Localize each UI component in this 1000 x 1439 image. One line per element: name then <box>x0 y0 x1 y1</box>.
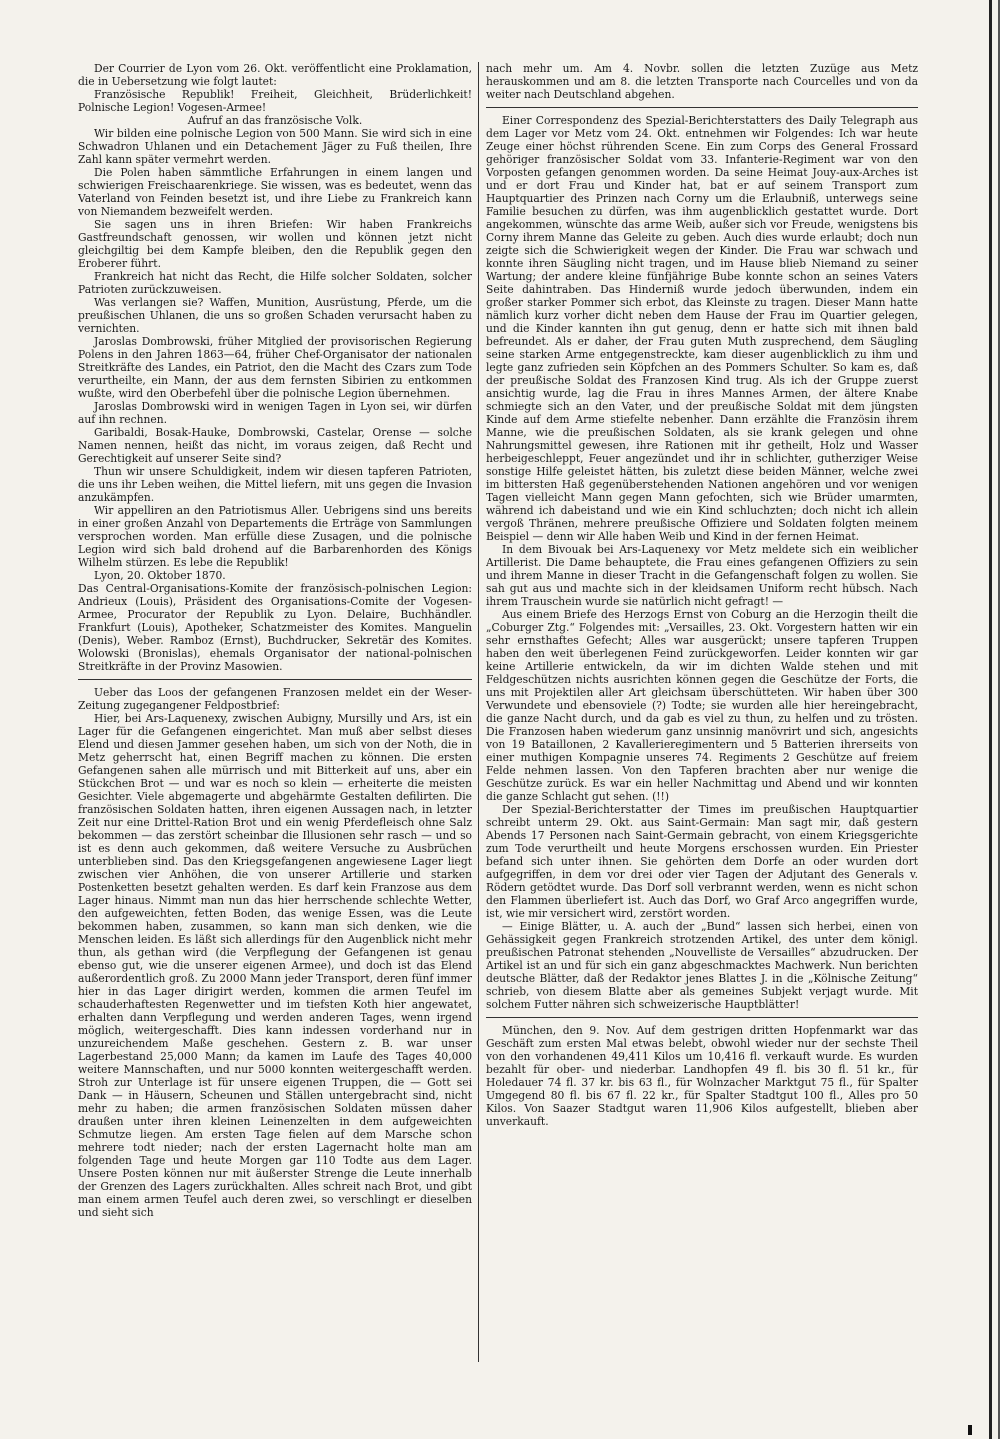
right-column <box>486 62 918 1362</box>
article-paragraph-p16: Ueber das Loos der gefangenen Franzosen meldet ein der Weser-Zeitung zugegangener Feldpostbrief: <box>78 686 472 712</box>
article-paragraph-r2: Einer Correspondenz des Spezial-Berichterstatters des Daily Telegraph aus dem Lager vor Metz vom 24. Okt. entnehmen wir Folgendes: Ich war heute Zeuge einer höchst rührenden Scene. Ein zum Corps des General Frossard gehöriger französischer Soldat vom 33. Infanterie-Regiment war von den Vorposten gefangen genommen worden. Da seine Heimat Jouy-aux-Arches ist und er dort Frau und Kinder hat, bat er auf seinem Transport zum Hauptquartier des Prinzen nach Corny um die Erlaubniß, unterwegs seine Familie besuchen zu dürfen, was ihm augenblicklich gestattet wurde. Dort angekommen, wünschte das arme Weib, außer sich vor Freude, wenigstens bis Corny ihrem Manne das Geleite zu geben. Auch dies wurde erlaubt; doch nun zeigte sich die Schwierigkeit wegen der Kinder. Die Frau war schwach und konnte ihren Säugling nicht tragen, und im Hause blieb Niemand zu seiner Wartung; der andere kleine fünfjährige Bube konnte schon an seines Vaters Seite dahintraben. Das Hinderniß wurde jedoch überwunden, indem ein großer starker Pommer sich erbot, das Kleinste zu tragen. Dieser Mann hatte nämlich kurz vorher dicht neben dem Hause der Frau im Quartier gelegen, und die Kinder kannten ihn gut genug, denn er hatte sich mit ihnen bald befreundet. Als er daher, der Frau guten Muth zusprechend, dem Säugling seine starken Arme entgegenstreckte, kam dieser augenblicklich zu ihm und legte ganz zufrieden sein Köpfchen an des Pommers Schulter. So kam es, daß der preußische Soldat des Franzosen Kind trug. Als ich der Gruppe zuerst ansichtig wurde, lag die Frau in ihres Mannes Armen, der ältere Knabe schmiegte sich an den Vater, und der preußische Soldat mit dem jüngsten Kinde auf dem Arme stiefelte nebenher. Dann erzählte die Französin ihrem Manne, wie die preußischen Soldaten, als sie krank gelegen und ohne Nahrungsmittel gewesen, ihre Rationen mit ihr getheilt, Holz und Wasser herbeigeschleppt, Feuer angezündet und ihr in schlichter, gutherziger Weise sonstige Hilfe geleistet hätten, bis zuletzt diese beiden Männer, welche zwei im bittersten Haß gegenüberstehenden Nationen angehören und vor wenigen Tagen vielleicht Mann gegen Mann gefochten, sich wie Brüder umarmten, während ich dabeistand und wie ein Kind schluchzten; doch nicht ich allein vergoß Thränen, mehrere preußische Offiziere und Soldaten folgten meinem Beispiel — denn wir Alle haben Weib und Kind in der fernen Heimat. <box>486 114 918 543</box>
page-edge-rule <box>989 0 992 1439</box>
article-paragraph-p2: Französische Republik! Freiheit, Gleichheit, Brüderlichkeit! Polnische Legion! Vogesen-Armee! <box>78 88 472 114</box>
article-paragraph-r5: Der Spezial-Berichterstatter der Times im preußischen Hauptquartier schreibt unterm 29. Okt. aus Saint-Germain: Man sagt mir, daß gestern Abends 17 Personen nach Saint-Germain gebracht, von einem Kriegsgerichte zum Tode verurtheilt und heute Morgens erschossen wurden. Ein Priester befand sich unter ihnen. Sie gehörten dem Dorfe an oder wurden dort aufgegriffen, in dem vor drei oder vier Tagen der Adjutant des Generals v. Rödern getödtet wurde. Das Dorf soll verbrannt werden, wenn es nicht schon den Flammen überliefert ist. Auch das Dorf, wo Graf Arco angegriffen wurde, ist, wie mir versichert wird, zerstört worden. <box>486 803 918 920</box>
article-paragraph-p3: Aufruf an das französische Volk. <box>187 114 363 127</box>
article-paragraph-r3: In dem Bivouak bei Ars-Laquenexy vor Metz meldete sich ein weiblicher Artillerist. Die Dame behauptete, die Frau eines gefangenen Offiziers zu sein und ihrem Manne in dieser Tracht in die Gefangenschaft folgen zu wollen. Sie sah gut aus und machte sich in der kleidsamen Uniform recht hübsch. Nach ihrem Trauschein wurde sie natürlich nicht gefragt! — <box>486 543 918 608</box>
article-paragraph-p8: Was verlangen sie? Waffen, Munition, Ausrüstung, Pferde, um die preußischen Uhlanen, die uns so großen Schaden verursacht haben zu vernichten. <box>78 296 472 335</box>
article-paragraph-p17: Hier, bei Ars-Laquenexy, zwischen Aubigny, Mursilly und Ars, ist ein Lager für die Gefangenen eingerichtet. Man muß aber selbst dieses Elend und diesen Jammer gesehen haben, um sich von der Noth, die in Metz geherrscht hat, einen Begriff machen zu können. Die ersten Gefangenen sahen alle mürrisch und mit Bitterkeit auf uns, aber ein Stückchen Brot — und war es noch so klein — erheiterte die meisten Gesichter. Viele abgemagerte und abgehärmte Gestalten defilirten. Die französischen Soldaten hatten, ihren eigenen Aussagen nach, in letzter Zeit nur eine Drittel-Ration Brot und ein wenig Pferdefleisch ohne Salz bekommen — das zerstört scheinbar die Illusionen sehr rasch — und so ist es denn auch gekommen, daß weitere Versuche zu Ausbrüchen unterblieben sind. Das den Kriegsgefangenen angewiesene Lager liegt zwischen vier Anhöhen, die von unserer Artillerie und starken Postenketten besetzt gehalten werden. Es darf kein Franzose aus dem Lager hinaus. Nimmt man nun das hier herrschende schlechte Wetter, den aufgeweichten, fetten Boden, das wenige Essen, was die Leute bekommen haben, zusammen, so kann man sich denken, wie die Menschen leiden. Es läßt sich allerdings für den Augenblick nicht mehr thun, als gethan wird (die Verpflegung der Gefangenen ist genau ebenso gut, wie die unserer eigenen Armee), und doch ist das Elend außerordentlich groß. Zu 2000 Mann jeder Transport, deren fünf immer hier in das Lager dirigirt werden, kommen die armen Teufel im schauderhaftesten Regenwetter und im tiefsten Koth hier angewatet, erhalten dann Verpflegung und werden anderen Tages, wenn irgend möglich, weitergeschafft. Dies kann indessen vorderhand nur in unzureichendem Maße geschehen. Gestern z. B. war unser Lagerbestand 25,000 Mann; da kamen im Laufe des Tages 40,000 weitere Mannschaften, und nur 5000 konnten weitergeschafft werden. Stroh zur Unterlage ist für unsere eigenen Truppen, die — Gott sei Dank — in Häusern, Scheunen und Ställen untergebracht sind, nicht mehr zu haben; die armen französischen Soldaten müssen daher draußen unter ihren kleinen Leinenzelten in dem aufgeweichten Schmutze liegen. Am ersten Tage fielen auf dem Marsche schon mehrere todt nieder; nach der ersten Lagernacht holte man am folgenden Tage und heute Morgen gar 110 Todte aus dem Lager. Unsere Posten können nur mit äußerster Strenge die Leute innerhalb der Grenzen des Lagers zurückhalten. Alles schreit nach Brot, und gibt man einem armen Teufel auch deren zwei, so verschlingt er dieselben und sieht sich <box>78 712 472 1219</box>
left-column <box>78 62 472 1392</box>
section-separator <box>486 107 918 108</box>
article-paragraph-p1: Der Courrier de Lyon vom 26. Okt. veröffentlicht eine Proklamation, die in Uebersetzung wie folgt lautet: <box>78 62 472 88</box>
article-paragraph-p15: Das Central-Organisations-Komite der französisch-polnischen Legion: Andrieux (Louis), Präsident des Organisations-Comite der Vogesen-Armee, Procurator der Republik zu Lyon. Delaire, Buchhändler. Frankfurt (Louis), Apotheker, Schatzmeister des Komites. Manguelin (Denis), Weber. Ramboz (Ernst), Buchdrucker, Sekretär des Komites. Wolowski (Bronislas), ehemals Organisator der national-polnischen Streitkräfte in der Provinz Masowien. <box>78 582 472 673</box>
section-separator <box>78 679 472 680</box>
article-paragraph-p10: Jaroslas Dombrowski wird in wenigen Tagen in Lyon sei, wir dürfen auf ihn rechnen. <box>78 400 472 426</box>
article-paragraph-p7: Frankreich hat nicht das Recht, die Hilfe solcher Soldaten, solcher Patrioten zurückzuweisen. <box>78 270 472 296</box>
article-paragraph-p14: Lyon, 20. Oktober 1870. <box>94 569 226 582</box>
article-paragraph-p11: Garibaldi, Bosak-Hauke, Dombrowski, Castelar, Orense — solche Namen nennen, heißt das nicht, im voraus zeigen, daß Recht und Gerechtigkeit auf unserer Seite sind? <box>78 426 472 465</box>
article-paragraph-p6: Sie sagen uns in ihren Briefen: Wir haben Frankreichs Gastfreundschaft genossen, wir wollen und können jetzt nicht gleichgiltig bei dem Kampfe bleiben, den die Republik gegen den Eroberer führt. <box>78 218 472 270</box>
article-paragraph-p13: Wir appelliren an den Patriotismus Aller. Uebrigens sind uns bereits in einer großen Anzahl von Departements die Erträge von Sammlungen versprochen worden. Man erfülle diese Zusagen, und die polnische Legion wird sich bald drohend auf die Barbarenhorden des Königs Wilhelm stürzen. Es lebe die Republik! <box>78 504 472 569</box>
article-paragraph-r4: Aus einem Briefe des Herzogs Ernst von Coburg an die Herzogin theilt die „Coburger Ztg.“ Folgendes mit: „Versailles, 23. Okt. Vorgestern hatten wir ein sehr ernsthaftes Gefecht; Alles war ausgerückt; unsere tapferen Truppen haben den weit überlegenen Feind zurückgeworfen. Leider konnten wir gar keine Artillerie entwickeln, da wir im dichten Walde stehen und mit Feldgeschützen nichts ausrichten können gegen die Geschütze der Forts, die uns mit Projektilen aller Art gleichsam überschütteten. Wir haben über 300 Verwundete und ebensoviele (?) Todte; sie wurden alle hier hereingebracht, die ganze Nacht durch, und da gab es viel zu thun, zu helfen und zu trösten. Die Franzosen haben wiederum ganz unsinnig manövrirt und sich, angesichts von 19 Bataillonen, 2 Kavallerieregimentern und 5 Batterien ihrerseits von einer muthigen Kompagnie unseres 74. Regiments 2 Geschütze auf freiem Felde nehmen lassen. Von den Tapferen brachten aber nur wenige die Geschütze zurück. Es war ein heller Nachmittag und Abend und wir konnten die ganze Schlacht gut sehen. (!!) <box>486 608 918 803</box>
article-paragraph-p4: Wir bilden eine polnische Legion von 500 Mann. Sie wird sich in eine Schwadron Uhlanen und ein Detachement Jäger zu Fuß theilen, Ihre Zahl kann später vermehrt werden. <box>78 127 472 166</box>
article-paragraph-r7: München, den 9. Nov. Auf dem gestrigen dritten Hopfenmarkt war das Geschäft zum ersten Mal etwas belebt, obwohl wieder nur der sechste Theil von den vorhandenen 49,411 Kilos um 10,416 fl. verkauft wurde. Es wurden bezahlt für ober- und niederbar. Landhopfen 49 fl. bis 30 fl. 51 kr., für Holedauer 74 fl. 37 kr. bis 63 fl., für Wolnzacher Marktgut 75 fl., für Spalter Umgegend 80 fl. bis 67 fl. 22 kr., für Spalter Stadtgut 100 fl., Alles pro 50 Kilos. Von Saazer Stadtgut waren 11,906 Kilos aufgestellt, blieben aber unverkauft. <box>486 1024 918 1128</box>
column-divider <box>478 62 479 1362</box>
article-paragraph-p9: Jaroslas Dombrowski, früher Mitglied der provisorischen Regierung Polens in den Jahren 1863—64, früher Chef-Organisator der nationalen Streitkräfte des Landes, ein Patriot, den die Macht des Czars zum Tode verurtheilte, ein Mann, der aus dem fernsten Sibirien zu entkommen wußte, wird den Oberbefehl über die polnische Legion übernehmen. <box>78 335 472 400</box>
section-separator <box>486 1017 918 1018</box>
article-paragraph-p5: Die Polen haben sämmtliche Erfahrungen in einem langen und schwierigen Freischaarenkriege. Sie wissen, was es bedeutet, wenn das Vaterland von Feinden besetzt ist, und ihre Liebe zu Frankreich kann von Niemandem bezweifelt werden. <box>78 166 472 218</box>
page-corner-mark <box>968 1425 972 1435</box>
article-paragraph-p12: Thun wir unsere Schuldigkeit, indem wir diesen tapferen Patrioten, die uns ihr Leben weihen, die Mittel liefern, mit uns gegen die Invasion anzukämpfen. <box>78 465 472 504</box>
article-paragraph-r1: nach mehr um. Am 4. Novbr. sollen die letzten Zuzüge aus Metz herauskommen und am 8. die letzten Transporte nach Courcelles und von da weiter nach Deutschland abgehen. <box>486 62 918 101</box>
article-paragraph-r6: — Einige Blätter, u. A. auch der „Bund“ lassen sich herbei, einen von Gehässigkeit gegen Frankreich strotzenden Artikel, des unter dem königl. preußischen Patronat stehenden „Nouvelliste de Versailles“ abzudrucken. Der Artikel ist an und für sich ein ganz abgeschmacktes Machwerk. Nun berichten deutsche Blätter, daß der Redaktor jenes Blattes J. in die „Kölnische Zeitung“ schrieb, von diesem Blatte aber als gemeines Subjekt verjagt wurde. Mit solchem Futter nähren sich schweizerische Hauptblätter! <box>486 920 918 1011</box>
